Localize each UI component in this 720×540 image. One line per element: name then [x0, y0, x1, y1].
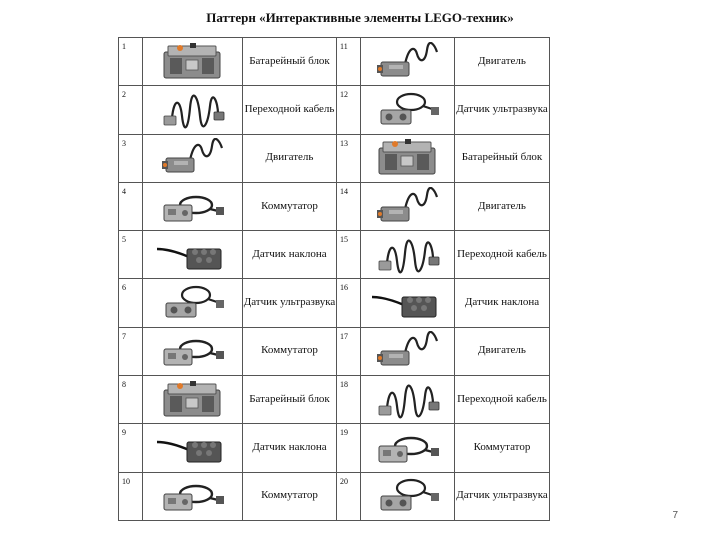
adapter-cable-icon	[361, 231, 455, 279]
table-row	[119, 424, 550, 472]
item-label: Датчик ультразвука	[243, 279, 337, 327]
table-row	[119, 134, 550, 182]
item-label: Двигатель	[455, 327, 550, 375]
item-label: Коммутатор	[455, 424, 550, 472]
hub-icon	[143, 327, 243, 375]
adapter-cable-icon	[361, 376, 455, 424]
hub-icon	[361, 424, 455, 472]
item-number: 11	[337, 38, 361, 86]
table-row	[119, 86, 550, 134]
battery-box-icon	[143, 376, 243, 424]
table-row	[119, 231, 550, 279]
item-label: Коммутатор	[243, 327, 337, 375]
table-row	[119, 279, 550, 327]
item-number: 13	[337, 134, 361, 182]
item-number: 19	[337, 424, 361, 472]
item-number: 1	[119, 38, 143, 86]
item-number: 2	[119, 86, 143, 134]
tilt-sensor-icon	[143, 424, 243, 472]
page-number: 7	[672, 510, 678, 521]
battery-box-icon	[361, 134, 455, 182]
item-label: Датчик наклона	[243, 231, 337, 279]
motor-icon	[361, 38, 455, 86]
item-label: Датчик ультразвука	[455, 472, 550, 520]
item-number: 16	[337, 279, 361, 327]
item-number: 17	[337, 327, 361, 375]
pattern-table	[118, 37, 550, 521]
item-number: 3	[119, 134, 143, 182]
item-label: Двигатель	[455, 182, 550, 230]
item-number: 8	[119, 376, 143, 424]
item-number: 18	[337, 376, 361, 424]
item-label: Батарейный блок	[243, 38, 337, 86]
table-row	[119, 327, 550, 375]
table-row	[119, 182, 550, 230]
item-number: 9	[119, 424, 143, 472]
page-title: Паттерн «Интерактивные элементы LEGO-техник»	[206, 10, 514, 25]
motor-icon	[361, 327, 455, 375]
item-number: 4	[119, 182, 143, 230]
item-label: Батарейный блок	[243, 376, 337, 424]
item-label: Переходной кабель	[455, 376, 550, 424]
adapter-cable-icon	[143, 86, 243, 134]
item-label: Датчик наклона	[455, 279, 550, 327]
item-number: 20	[337, 472, 361, 520]
item-label: Коммутатор	[243, 472, 337, 520]
item-number: 6	[119, 279, 143, 327]
ultrasonic-sensor-icon	[143, 279, 243, 327]
item-label: Датчик наклона	[243, 424, 337, 472]
tilt-sensor-icon	[143, 231, 243, 279]
table-row	[119, 38, 550, 86]
item-label: Двигатель	[455, 38, 550, 86]
motor-icon	[143, 134, 243, 182]
item-number: 7	[119, 327, 143, 375]
item-number: 15	[337, 231, 361, 279]
tilt-sensor-icon	[361, 279, 455, 327]
item-label: Переходной кабель	[243, 86, 337, 134]
hub-icon	[143, 472, 243, 520]
item-number: 12	[337, 86, 361, 134]
item-label: Батарейный блок	[455, 134, 550, 182]
item-number: 5	[119, 231, 143, 279]
ultrasonic-sensor-icon	[361, 86, 455, 134]
table-row	[119, 472, 550, 520]
item-label: Двигатель	[243, 134, 337, 182]
item-number: 10	[119, 472, 143, 520]
item-label: Датчик ультразвука	[455, 86, 550, 134]
ultrasonic-sensor-icon	[361, 472, 455, 520]
table-row	[119, 376, 550, 424]
item-number: 14	[337, 182, 361, 230]
hub-icon	[143, 182, 243, 230]
item-label: Переходной кабель	[455, 231, 550, 279]
battery-box-icon	[143, 38, 243, 86]
motor-icon	[361, 182, 455, 230]
item-label: Коммутатор	[243, 182, 337, 230]
